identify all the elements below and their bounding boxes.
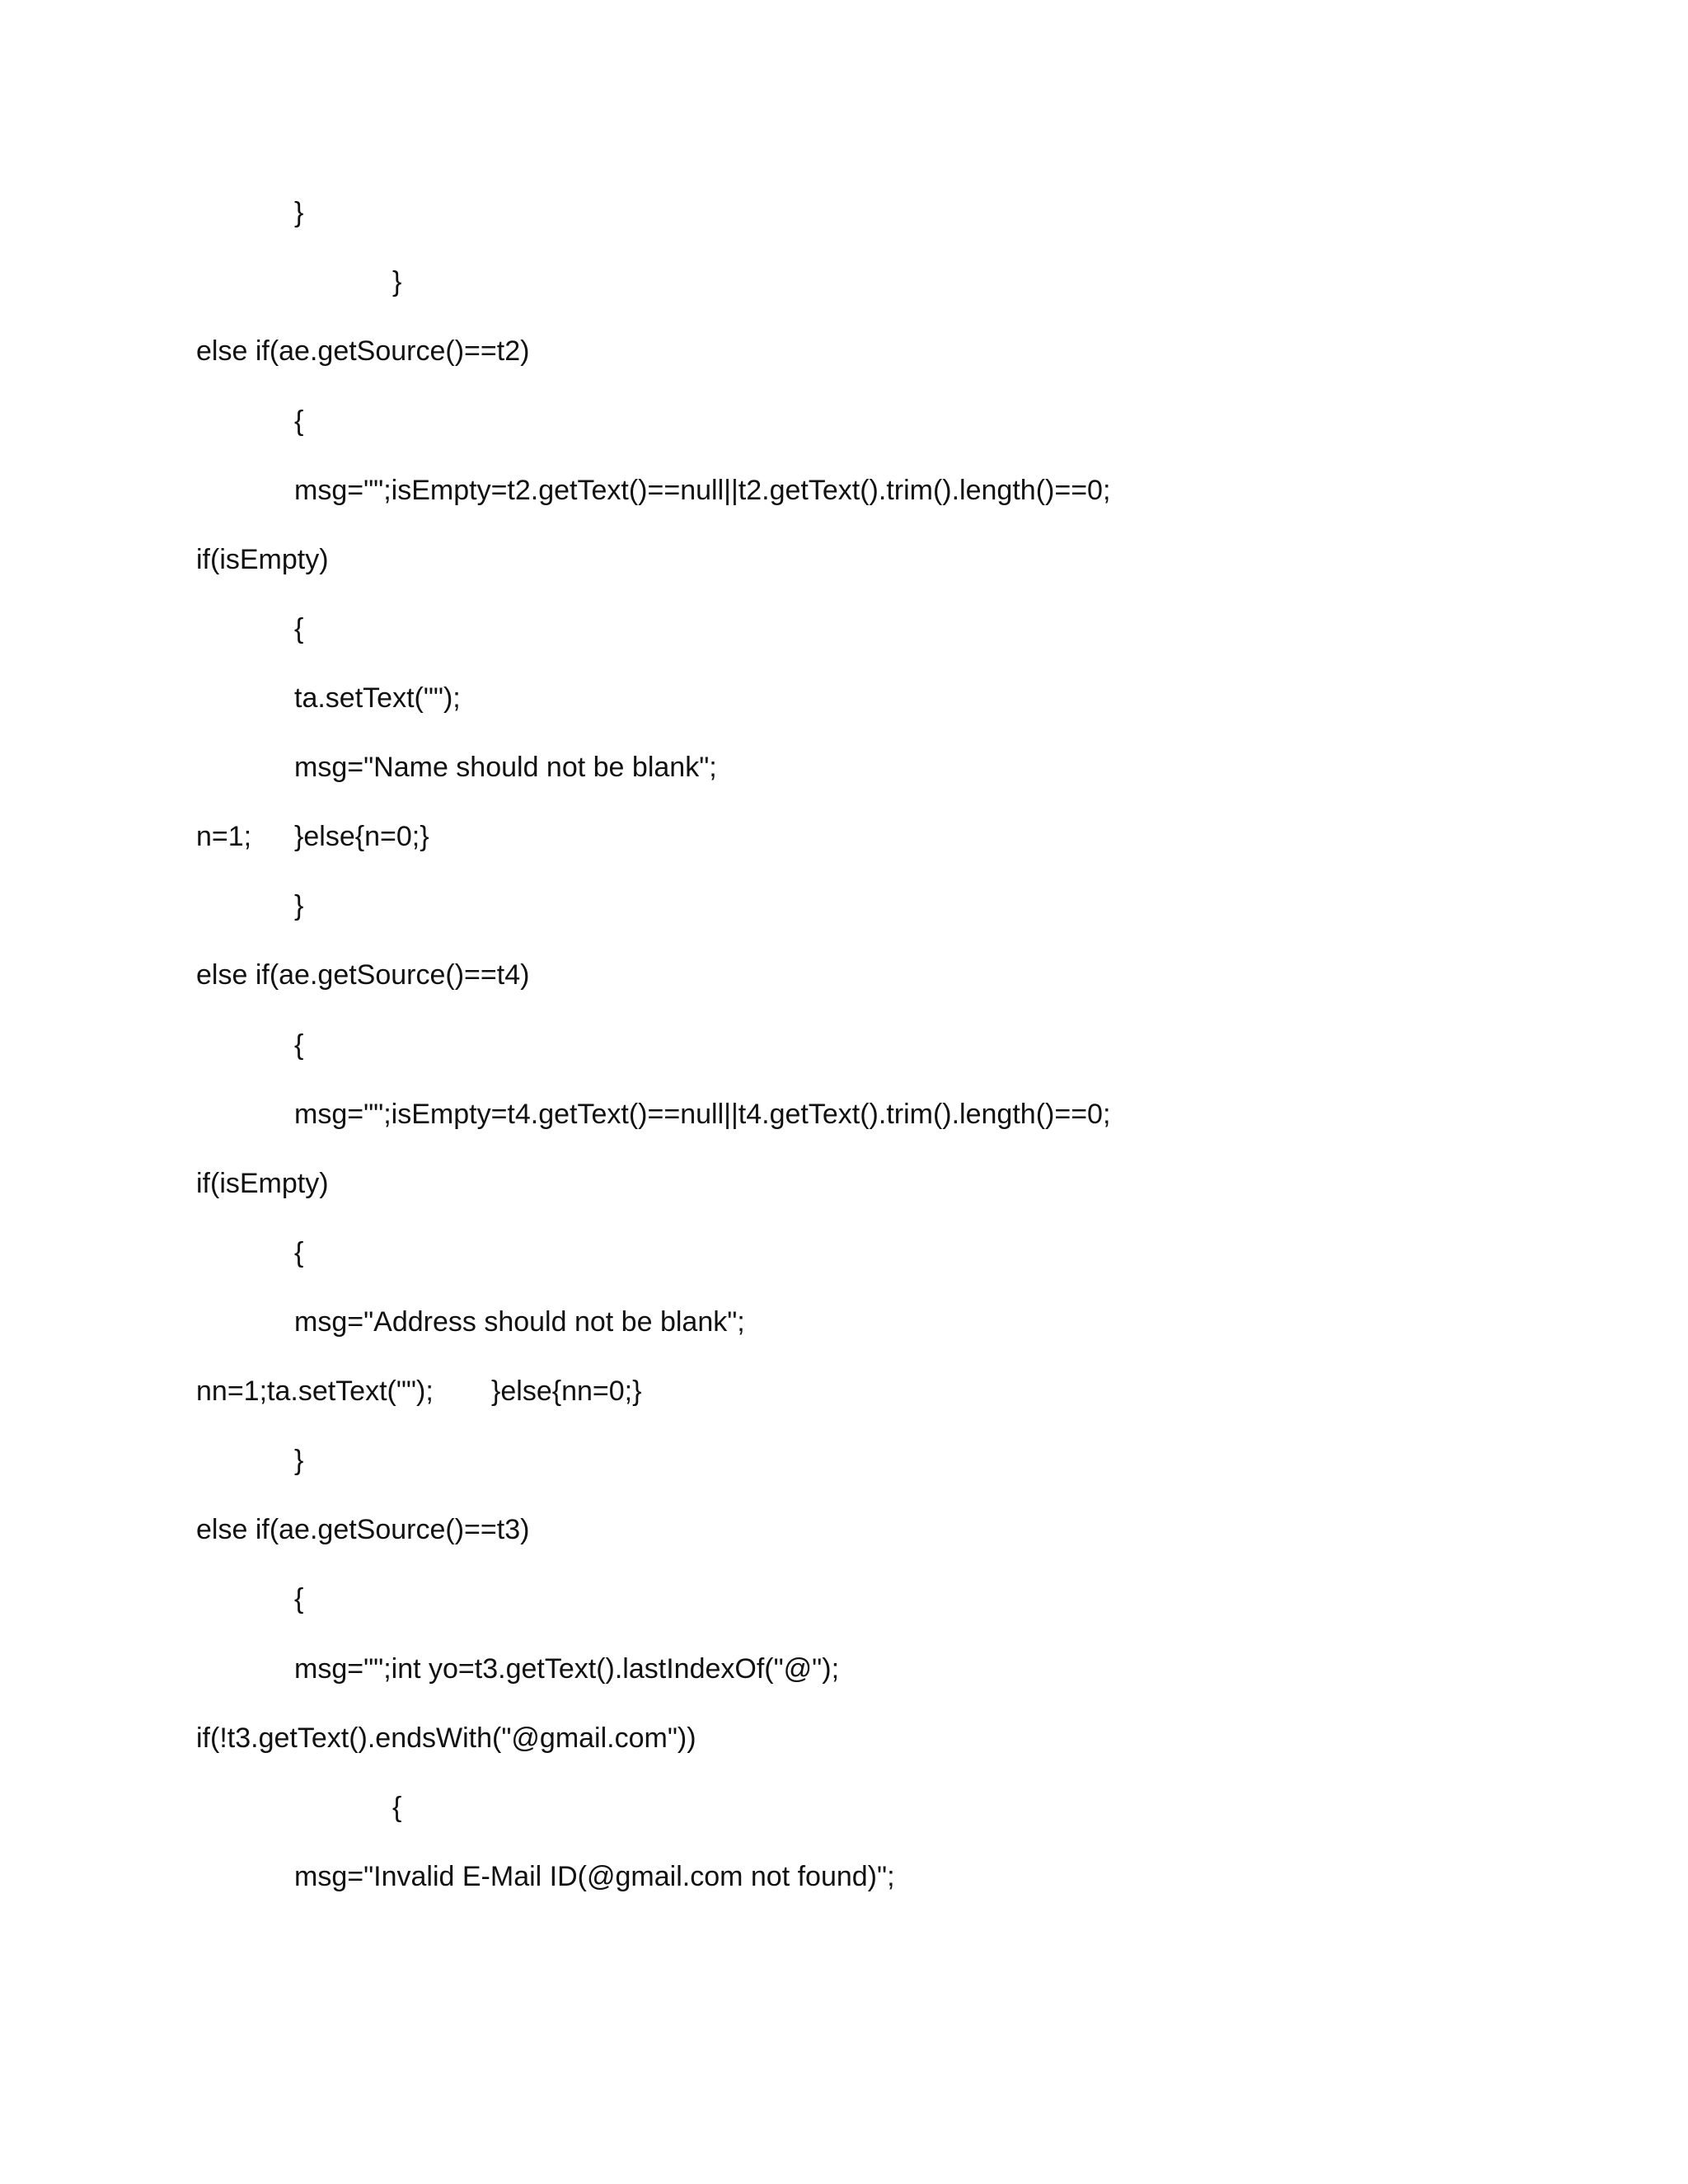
code-line-if-isempty: if(isEmpty) [196,1168,329,1199]
code-line-nn-assign: nn=1;ta.setText(""); [196,1376,434,1407]
code-line-closing-brace: } [294,197,304,228]
code-line-lastindexof: msg="";int yo=t3.getText().lastIndexOf("@"); [294,1653,840,1685]
code-line-ta-settext: ta.setText(""); [294,682,461,714]
code-line-closing-brace: } [392,266,402,298]
code-line-else-if-t3: else if(ae.getSource()==t3) [196,1514,530,1545]
code-line-opening-brace: { [294,613,304,644]
code-line-msg-name-blank: msg="Name should not be blank"; [294,752,717,783]
code-line-n-assign: n=1; [196,821,252,852]
code-line-msg-isempty-t4: msg="";isEmpty=t4.getText()==null||t4.getText().trim().length()==0; [294,1099,1111,1130]
code-line-msg-isempty-t2: msg="";isEmpty=t2.getText()==null||t2.getText().trim().length()==0; [294,475,1111,506]
code-line-if-isempty: if(isEmpty) [196,544,329,575]
code-line-else-n-zero: }else{n=0;} [294,821,429,852]
code-line-else-if-t2: else if(ae.getSource()==t2) [196,335,530,367]
code-line-else-if-t4: else if(ae.getSource()==t4) [196,959,530,991]
code-line-opening-brace: { [294,405,304,437]
code-line-else-nn-zero: }else{nn=0;} [491,1376,642,1407]
code-line-opening-brace: { [294,1583,304,1615]
code-line-msg-address-blank: msg="Address should not be blank"; [294,1306,745,1338]
code-line-opening-brace: { [294,1029,304,1061]
code-line-closing-brace: } [294,1445,304,1476]
code-line-msg-invalid-email: msg="Invalid E-Mail ID(@gmail.com not found)"; [294,1861,895,1892]
code-line-if-endswith: if(!t3.getText().endsWith("@gmail.com")) [196,1722,696,1754]
code-line-opening-brace: { [392,1792,402,1823]
code-line-opening-brace: { [294,1237,304,1268]
code-line-closing-brace: } [294,890,304,921]
